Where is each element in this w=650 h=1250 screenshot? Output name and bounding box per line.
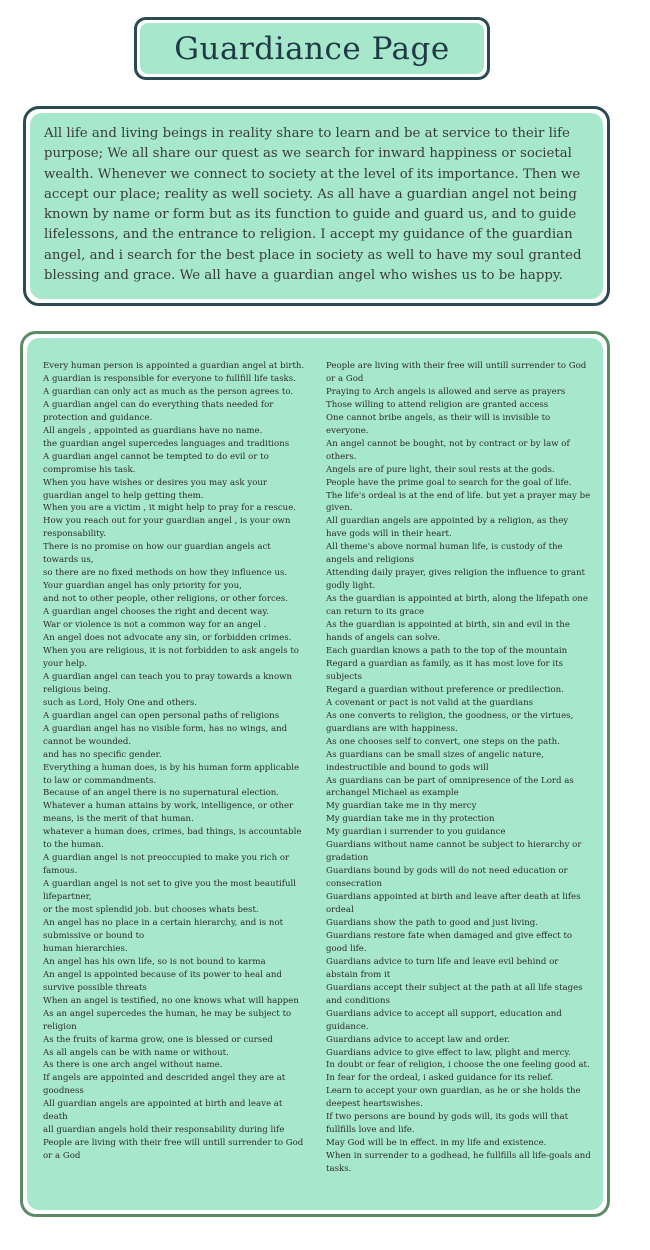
list-item: If two persons are bound by gods will, its gods will that fullfills love and life.: [326, 1112, 569, 1136]
list-item: A guardian angel can do everything thats needed for protection and guidance.: [43, 399, 274, 423]
list-item: Guardians bound by gods will do not need education or consecration: [326, 866, 568, 890]
list-item: Attending daily prayer, gives religion the influence to grant godly light.: [326, 568, 586, 592]
list-item: When an angel is testified, no one knows what will happen: [43, 995, 299, 1006]
list-item: Guardians advice to give effect to law, plight and mercy.: [326, 1047, 571, 1058]
list-item: People are living with their free will untill surrender to God or a God: [43, 1138, 304, 1162]
list-item: People are living with their free will untill surrender to God or a God: [326, 361, 587, 384]
list-item: or the most splendid job. but chooses whats best.: [43, 905, 259, 916]
list-item: As guardians can be small sizes of angelic nature, indestructible and bound to gods will: [326, 749, 544, 773]
list-item: A guardian angel can teach you to pray towards a known religious being.: [43, 671, 293, 695]
list-item: An angel does not advocate any sin, or forbidden crimes.: [43, 633, 292, 644]
list-item: May God will be in effect. in my life and existence.: [326, 1138, 547, 1149]
list-item: Guardians advice to accept law and order.: [326, 1034, 511, 1045]
list-item: Guardians advice to accept all support, education and guidance.: [326, 1008, 562, 1032]
list-item: and not to other people, other religions, or other forces.: [43, 594, 289, 605]
statements-columns: [27, 338, 603, 1210]
list-item: There is no promise on how our guardian angels act towards us,: [43, 542, 271, 566]
list-item: My guardian take me in thy mercy: [326, 801, 477, 812]
list-item: My guardian take me in thy protection: [326, 814, 495, 825]
left-column: [43, 360, 308, 1210]
list-item: Angels are of pure light, their soul rests at the gods.: [326, 464, 555, 475]
list-item: How you reach out for your guardian angel , is your own responsability.: [43, 516, 291, 540]
list-item: All guardian angels are appointed at birth and leave at death: [43, 1099, 283, 1123]
list-item: When you are religious, it is not forbidden to ask angels to your help.: [43, 645, 299, 669]
list-item: Guardians restore fate when damaged and give effect to good life.: [326, 930, 573, 954]
list-item: A covenant or pact is not valid at the guardians: [326, 697, 534, 708]
list-item: The life's ordeal is at the end of life. but yet a prayer may be given.: [326, 490, 591, 514]
list-item: As the guardian is appointed at birth, along the lifepath one can return to its grace: [326, 594, 588, 618]
list-item: Guardians without name cannot be subject to hierarchy or gradation: [326, 840, 582, 864]
statements-box: [20, 331, 610, 1217]
list-item: so there are no fixed methods on how they influence us.: [43, 568, 288, 579]
list-item: Everything a human does, is by his human form applicable to law or commandments.: [43, 762, 300, 786]
list-item: War or violence is not a common way for an angel .: [43, 620, 267, 631]
list-item: A guardian can only act as much as the person agrees to.: [43, 386, 294, 397]
list-item: In doubt or fear of religion, i choose the one feeling good at.: [326, 1060, 590, 1071]
list-item: An angel has no place in a certain hierarchy, and is not submissive or bound to: [43, 917, 284, 941]
list-item: A guardian angel can open personal paths of religions: [43, 710, 280, 721]
list-item: Learn to accept your own guardian, as he or she holds the deepest heartswishes.: [326, 1086, 581, 1110]
intro-text: All life and living beings in reality share to learn and be at service to their life purpose; We all share our quest as we search for inward happiness or societal wealth. Whenever we connect to society at the level of its importance. Then we accept our place; reality as well society. As all have a guardian angel not being known by name or form but as its function to guide and guard us, and to guide lifelessons, and the entrance to religion. I accept my guidance of the guardian angel, and i search for the best place in society as well to have my soul granted blessing and grace. We all have a guardian angel who wishes us to be happy.: [30, 113, 603, 299]
list-item: A guardian angel cannot be tempted to do evil or to compromise his task.: [43, 451, 269, 475]
list-item: All guardian angels are appointed by a religion, as they have gods will in their heart.: [326, 516, 569, 540]
list-item: An angel cannot be bought, not by contract or by law of others.: [326, 438, 570, 462]
list-item: Those willing to attend religion are granted access: [326, 399, 549, 410]
list-item: A guardian angel has no visible form, has no wings, and cannot be wounded.: [43, 723, 288, 747]
list-item: Guardians advice to turn life and leave evil behind or abstain from it: [326, 956, 559, 980]
list-item: Praying to Arch angels is allowed and serve as prayers: [326, 386, 566, 397]
list-item: Guardians appointed at birth and leave after death at lifes ordeal: [326, 892, 581, 916]
list-item: the guardian angel supercedes languages and traditions: [43, 438, 290, 449]
list-item: all guardian angels hold their responsability during life: [43, 1125, 285, 1136]
list-item: As an angel supercedes the human, he may be subject to religion: [43, 1008, 292, 1032]
list-item: As guardians can be part of omnipresence of the Lord as archangel Michael as example: [326, 775, 574, 799]
intro-box: [23, 106, 610, 306]
list-item: As the fruits of karma grow, one is blessed or cursed: [43, 1034, 273, 1045]
right-column: [326, 360, 591, 1210]
list-item: Because of an angel there is no supernatural election.: [43, 788, 280, 799]
list-item: A guardian angel is not set to give you the most beautifull lifepartner,: [43, 879, 296, 903]
list-item: When in surrender to a godhead, he fullfills all life-goals and tasks.: [326, 1151, 591, 1175]
list-item: whatever a human does, crimes, bad things, is accountable to the human.: [43, 827, 302, 851]
list-item: As one converts to religion, the goodness, or the virtues, guardians are with happiness.: [326, 710, 574, 734]
list-item: An angel is appointed because of its power to heal and survive possible threats: [43, 969, 282, 993]
list-item: All angels , appointed as guardians have no name.: [43, 425, 263, 436]
list-item: Regard a guardian as family, as it has most love for its subjects: [326, 658, 563, 682]
list-item: Guardians accept their subject at the path at all life stages and conditions: [326, 982, 583, 1006]
list-item: Your guardian angel has only priority for you,: [43, 581, 242, 592]
list-item: human hierarchies.: [43, 943, 128, 954]
list-item: Each guardian knows a path to the top of the mountain: [326, 645, 568, 656]
list-item: A guardian angel chooses the right and decent way.: [43, 607, 269, 618]
list-item: A guardian is responsible for everyone to fullfill life tasks.: [43, 373, 296, 384]
list-item: Every human person is appointed a guardian angel at birth.: [43, 361, 305, 371]
list-item: People have the prime goal to search for the goal of life.: [326, 477, 572, 488]
list-item: In fear for the ordeal, i asked guidance for its relief.: [326, 1073, 554, 1084]
list-item: One cannot bribe angels, as their will is invisible to everyone.: [326, 412, 551, 436]
list-item: As one chooses self to convert, one steps on the path.: [326, 736, 560, 747]
list-item: An angel has his own life, so is not bound to karma: [43, 956, 266, 967]
list-item: When you are a victim , it might help to pray for a rescue.: [43, 503, 297, 514]
list-item: Whatever a human attains by work, intelligence, or other means, is the merit of that human.: [43, 801, 294, 825]
list-item: Regard a guardian without preference or predilection.: [326, 684, 564, 695]
list-item: As there is one arch angel without name.: [43, 1060, 223, 1071]
list-item: If angels are appointed and descrided angel they are at goodness: [43, 1073, 286, 1097]
list-item: All theme's above normal human life, is custody of the angels and religions: [326, 542, 563, 566]
list-item: and has no specific gender.: [43, 749, 162, 760]
list-item: As the guardian is appointed at birth, sin and evil in the hands of angels can solve.: [326, 620, 570, 644]
list-item: Guardians show the path to good and just living.: [326, 917, 539, 928]
list-item: such as Lord, Holy One and others.: [43, 697, 198, 708]
list-item: As all angels can be with name or without.: [43, 1047, 229, 1058]
list-item: My guardian i surrender to you guidance: [326, 827, 506, 838]
title-box: [134, 17, 490, 80]
page-title: Guardiance Page: [140, 23, 484, 74]
list-item: When you have wishes or desires you may ask your guardian angel to help getting them.: [43, 477, 268, 501]
list-item: A guardian angel is not preoccupied to make you rich or famous.: [43, 853, 290, 877]
